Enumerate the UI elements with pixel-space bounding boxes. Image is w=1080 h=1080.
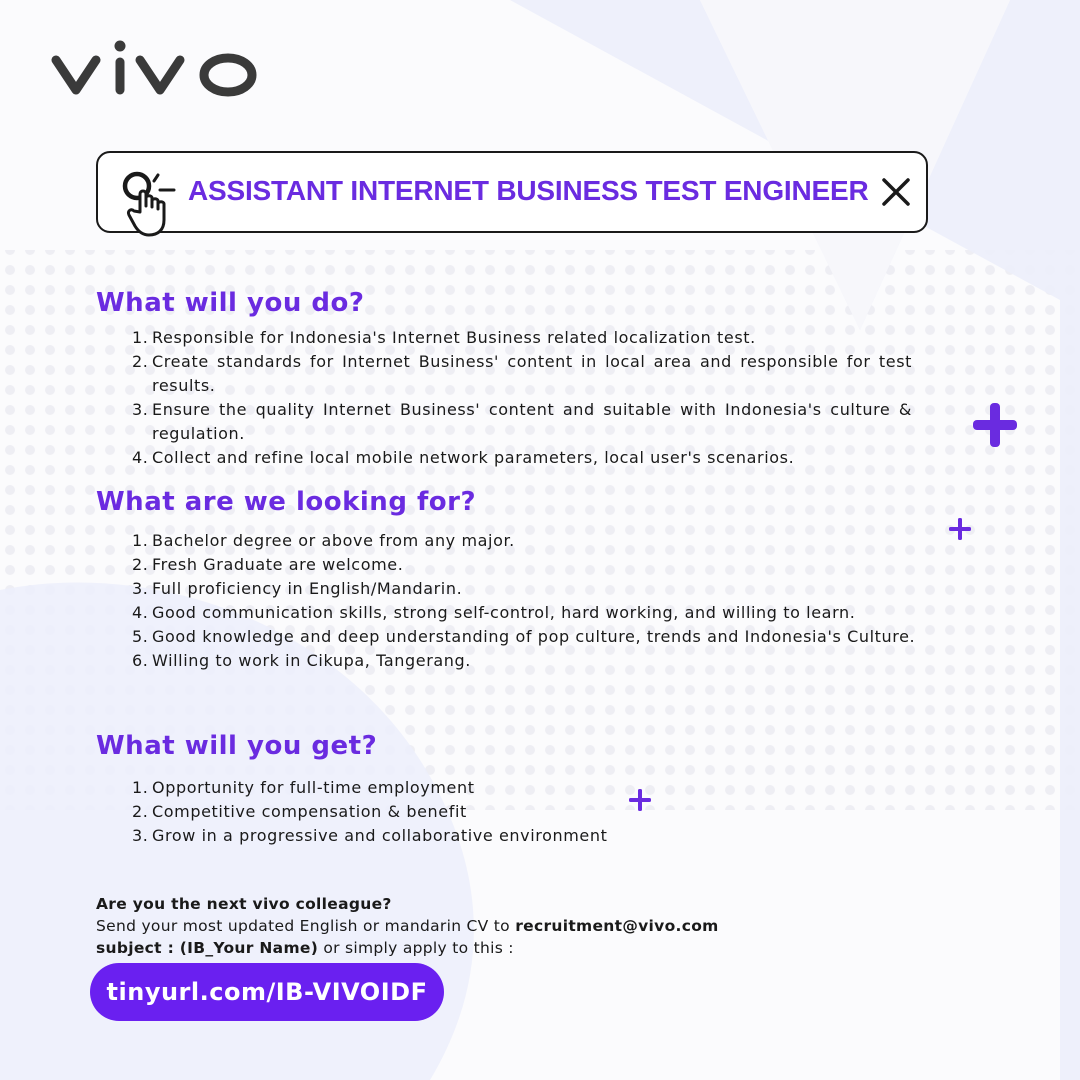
- plus-icon: [970, 400, 1020, 450]
- cta-apply-text: or simply apply to this :: [318, 939, 514, 957]
- list-item: 4. Good communication skills, strong self-control, hard working, and willing to learn.: [132, 603, 856, 622]
- section-title-what-will-you-get: What will you get?: [96, 731, 378, 761]
- benefits-list: [0, 776, 900, 848]
- section-title-what-will-you-do: What will you do?: [96, 288, 365, 318]
- list-item: 6. Willing to work in Cikupa, Tangerang.: [132, 651, 471, 670]
- apply-link-button[interactable]: tinyurl.com/IB-VIVOIDF: [90, 963, 444, 1021]
- requirements-list: [0, 529, 935, 673]
- list-item: 2. Create standards for Internet Business' content in local area and responsible for test results.: [132, 352, 912, 395]
- cta-send-text: Send your most updated English or mandarin CV to: [96, 917, 516, 935]
- list-item: 3. Full proficiency in English/Mandarin.: [132, 579, 463, 598]
- list-item: 3. Ensure the quality Internet Business' content and suitable with Indonesia's culture & regulation.: [132, 400, 912, 443]
- list-item: 1. Bachelor degree or above from any major.: [132, 531, 515, 550]
- list-item: 1. Responsible for Indonesia's Internet Business related localization test.: [132, 328, 756, 347]
- vivo-logo: [50, 40, 260, 98]
- recruitment-email[interactable]: recruitment@vivo.com: [515, 917, 719, 935]
- cta-subject: subject : (IB_Your Name): [96, 939, 319, 957]
- section-title-what-are-we-looking-for: What are we looking for?: [96, 487, 477, 517]
- responsibilities-list: [0, 326, 912, 470]
- list-item: 1. Opportunity for full-time employment: [132, 778, 475, 797]
- close-icon[interactable]: [880, 176, 912, 208]
- job-title: ASSISTANT INTERNET BUSINESS TEST ENGINEER: [188, 175, 869, 206]
- search-cursor-icon: [118, 168, 198, 240]
- list-item: 5. Good knowledge and deep understanding of pop culture, trends and Indonesia's Culture.: [132, 627, 916, 646]
- plus-icon: [947, 516, 973, 542]
- list-item: 3. Grow in a progressive and collaborative environment: [132, 826, 608, 845]
- cta-headline: Are you the next vivo colleague?: [96, 895, 392, 913]
- apply-instructions: [96, 893, 719, 959]
- list-item: 4. Collect and refine local mobile network parameters, local user's scenarios.: [132, 448, 795, 467]
- list-item: 2. Competitive compensation & benefit: [132, 802, 467, 821]
- list-item: 2. Fresh Graduate are welcome.: [132, 555, 404, 574]
- plus-icon: [627, 787, 653, 813]
